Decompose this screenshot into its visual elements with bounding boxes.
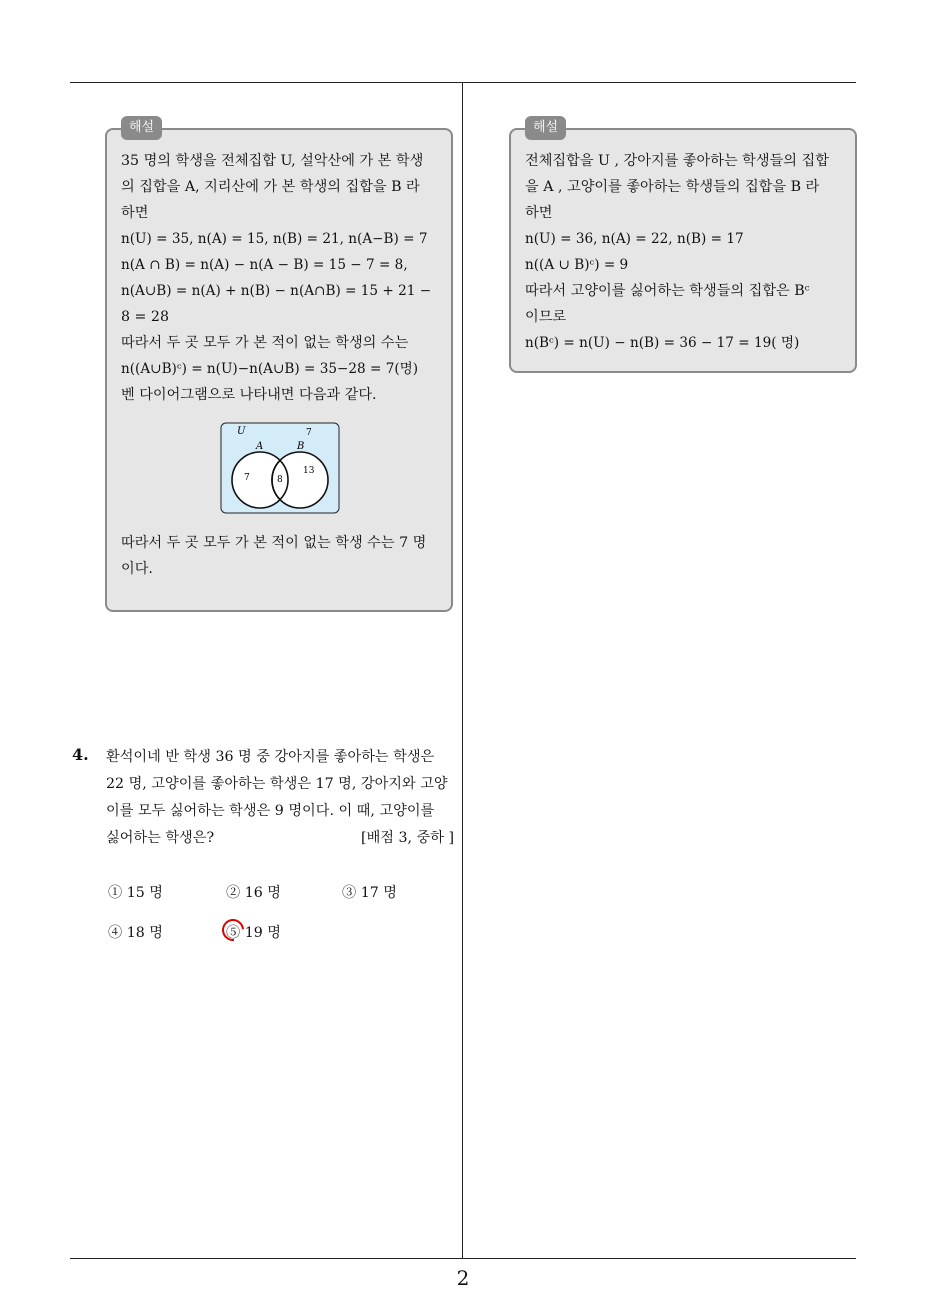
question-meta: [배점 3, 중하 ]: [361, 830, 454, 846]
solution-line: 35 명의 학생을 전체집합 U, 설악산에 가 본 학생: [121, 153, 424, 169]
solution-line: 하면: [121, 205, 149, 221]
solution-line: n(A∪B) = n(A) + n(B) − n(A∩B) = 15 + 21 −: [121, 283, 432, 299]
solution-line: n((A∪B)ᶜ) = n(U)−n(A∪B) = 35−28 = 7(명): [121, 361, 419, 377]
choice-4[interactable]: ④ 18 명: [108, 925, 163, 941]
solution-line: 의 집합을 A, 지리산에 가 본 학생의 집합을 B 라: [121, 179, 420, 195]
column-divider: [462, 83, 463, 1258]
solution-line: 을 A , 고양이를 좋아하는 학생들의 집합을 B 라: [525, 179, 820, 195]
solution-line: n(Bᶜ) = n(U) − n(B) = 36 − 17 = 19( 명): [525, 335, 800, 351]
solution-line: 따라서 고양이를 싫어하는 학생들의 집합은 Bᶜ: [525, 283, 810, 299]
question-number: 4.: [72, 745, 89, 764]
solution-line: 따라서 두 곳 모두 가 본 적이 없는 학생 수는 7 명: [121, 535, 427, 551]
solution-line: n(U) = 35, n(A) = 15, n(B) = 21, n(A−B) = 7: [121, 231, 428, 247]
page-number: 2: [456, 1266, 470, 1290]
question-line: 환석이네 반 학생 36 명 중 강아지를 좋아하는 학생은: [106, 749, 435, 765]
only-b-value: 13: [303, 466, 315, 476]
choice-5: ⑤ 19 명: [226, 925, 281, 941]
choice-1[interactable]: ① 15 명: [108, 885, 163, 901]
choice-5-wrapper[interactable]: [226, 922, 281, 942]
universe-label: U: [237, 426, 246, 437]
question-line: 이를 모두 싫어하는 학생은 9 명이다. 이 때, 고양이를: [106, 803, 435, 819]
question-text: [106, 744, 454, 852]
solution-line: 따라서 두 곳 모두 가 본 적이 없는 학생의 수는: [121, 335, 409, 351]
bottom-rule: [70, 1258, 856, 1259]
solution-line: 이다.: [121, 561, 153, 577]
solution-line: 하면: [525, 205, 553, 221]
outside-value: 7: [306, 428, 312, 438]
intersection-value: 8: [277, 475, 283, 485]
solution-line: n((A ∪ B)ᶜ) = 9: [525, 257, 629, 273]
question-line: 22 명, 고양이를 좋아하는 학생은 17 명, 강아지와 고양: [106, 776, 448, 792]
solution-line: 8 = 28: [121, 309, 169, 325]
solution-tag: 해설: [525, 116, 566, 140]
venn-diagram: [121, 422, 439, 514]
only-a-value: 7: [244, 473, 250, 483]
solution-line: 벤 다이어그램으로 나타내면 다음과 같다.: [121, 387, 377, 403]
solution-line: n(U) = 36, n(A) = 22, n(B) = 17: [525, 231, 744, 247]
set-a-label: A: [256, 441, 264, 452]
choice-3[interactable]: ③ 17 명: [342, 885, 397, 901]
solution-line: n(A ∩ B) = n(A) − n(A − B) = 15 − 7 = 8,: [121, 257, 408, 273]
left-solution-box: [105, 120, 453, 612]
set-b-label: B: [297, 441, 305, 452]
solution-line: 전체집합을 U , 강아지를 좋아하는 학생들의 집합: [525, 153, 829, 169]
solution-line: 이므로: [525, 309, 567, 325]
top-rule: [70, 82, 856, 83]
choice-2[interactable]: ② 16 명: [226, 885, 281, 901]
question-line: 싫어하는 학생은?: [106, 830, 215, 846]
right-solution-box: [509, 120, 857, 373]
solution-tag: 해설: [121, 116, 162, 140]
